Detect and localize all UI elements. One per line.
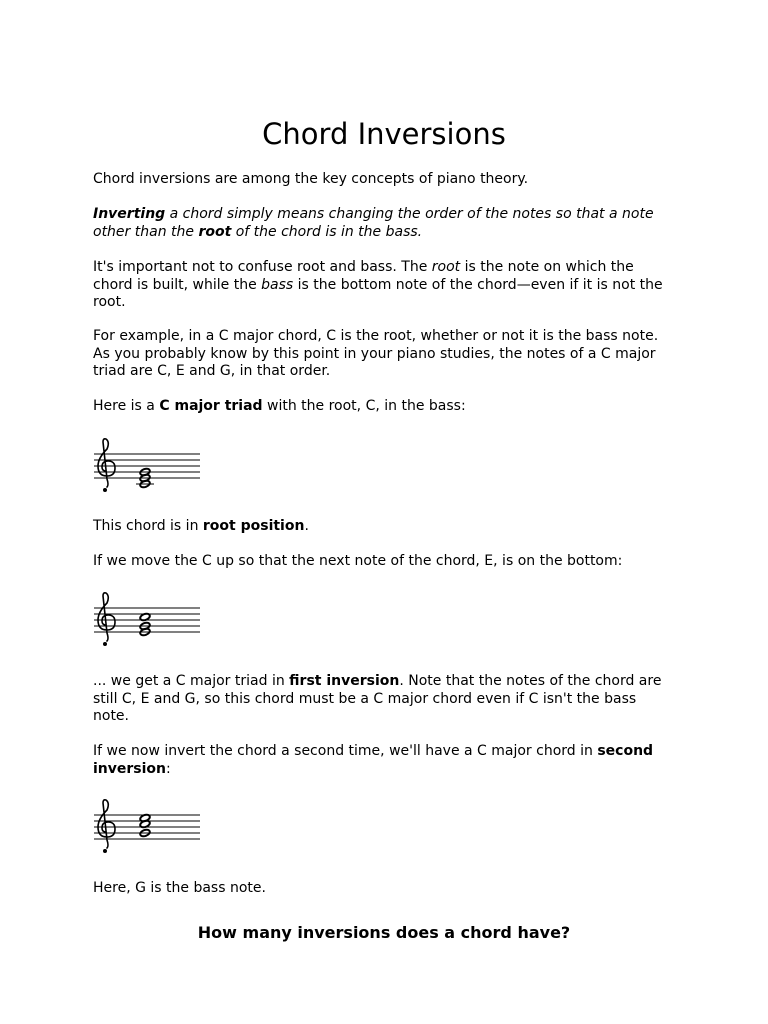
move-c-paragraph: If we move the C up so that the next note of the chord, E, is on the bottom: [93,553,623,569]
c-major-triad-term: C major triad [159,398,263,414]
triad-intro-text-2: with the root, C, in the bass: [262,398,466,414]
treble-clef-icon [98,800,115,853]
treble-clef-icon [98,439,115,492]
staff-first-inversion [90,590,202,654]
root-position-paragraph [93,518,673,536]
page-title: Chord Inversions [262,117,506,151]
root-bass-text-2: is the note on which the chord is built, while the [93,259,634,293]
chord-notes [139,813,150,837]
root-italic: root [431,259,461,275]
example-paragraph: For example, in a C major chord, C is the root, whether or not it is the bass note. As you probably know by this point in your piano studies, the notes of a C major triad are C, E and G, in that order. [93,328,659,379]
chord-notes [139,612,150,636]
c-major-triad-intro [93,398,673,416]
second-inversion-intro [93,743,673,778]
inverting-text-2: of the chord is in the bass. [231,223,423,240]
root-bass-text-3: is the bottom note of the chord—even if it is not the root. [93,276,663,310]
second-inversion-text-1: If we now invert the chord a second time, we'll have a C major chord in [93,743,598,759]
second-inversion-text-2: : [166,760,171,777]
inverting-term: Inverting [93,206,166,222]
root-position-term: root position [202,518,305,534]
inverting-text-1: a chord simply means changing the order of the notes so that a note other than the [93,206,654,240]
second-inversion-term: second inversion [93,743,654,777]
section-heading: How many inversions does a chord have? [197,923,571,942]
g-bass-paragraph: Here, G is the bass note. [93,880,266,896]
triad-intro-text-1: Here is a [93,398,160,414]
treble-clef-icon [98,593,115,646]
staff-root-position [90,436,202,500]
first-inversion-paragraph [93,673,673,726]
intro-paragraph: Chord inversions are among the key concepts of piano theory. [93,171,529,187]
bass-italic: bass [261,276,294,293]
root-bass-text-1: It's important not to confuse root and bass. The [93,259,432,275]
root-term: root [198,223,232,240]
first-inversion-term: first inversion [289,673,400,689]
root-position-text-2: . [304,518,309,534]
first-inversion-text-1: ... we get a C major triad in [93,673,290,689]
root-vs-bass-paragraph [93,259,673,312]
staff-second-inversion [90,797,202,861]
inverting-definition-paragraph [93,206,673,241]
root-position-text-1: This chord is in [93,518,203,534]
first-inversion-text-2: . Note that the notes of the chord are still C, E and G, so this chord must be a C major chord even if C isn't the bass note. [93,673,662,724]
